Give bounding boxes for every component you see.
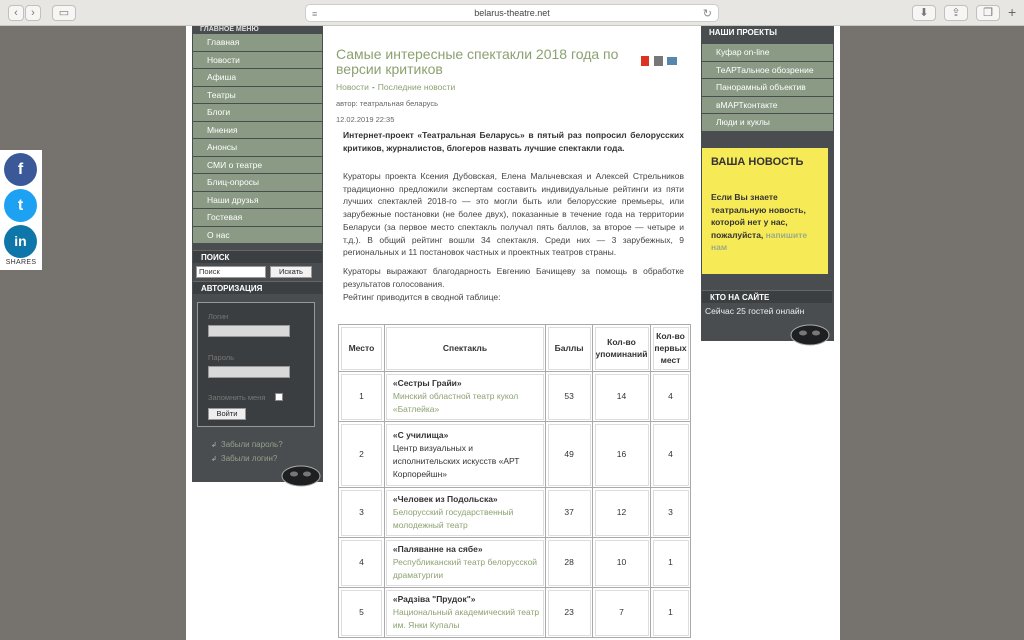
breadcrumb-separator: - bbox=[371, 82, 375, 92]
menu-item-news[interactable]: Новости bbox=[193, 52, 322, 69]
col-points: Баллы bbox=[546, 325, 593, 372]
cell-first: 4 bbox=[651, 372, 691, 422]
cell-first: 1 bbox=[651, 588, 691, 638]
search-button[interactable]: Искать bbox=[270, 266, 312, 278]
your-news-note bbox=[702, 148, 828, 274]
menu-item-afisha[interactable]: Афиша bbox=[193, 69, 322, 86]
cell-first: 3 bbox=[651, 488, 691, 538]
remember-checkbox[interactable] bbox=[275, 393, 283, 401]
cell-place: 1 bbox=[339, 372, 385, 422]
search-form bbox=[193, 264, 322, 280]
col-first-places: Кол-во первых мест bbox=[651, 325, 691, 372]
show-name: «Паляванне на сябе» bbox=[392, 544, 483, 554]
project-panorama[interactable]: Панорамный объектив bbox=[702, 79, 833, 96]
article-paragraph: Рейтинг приводится в сводной таблице: bbox=[343, 292, 501, 302]
theatre-name[interactable]: Минский областной театр кукол «Батлейка» bbox=[392, 391, 519, 414]
page bbox=[186, 26, 840, 640]
shares-label: SHARES bbox=[5, 259, 37, 266]
table-row bbox=[339, 372, 691, 422]
share-button[interactable]: ⇪ bbox=[944, 5, 968, 21]
menu-item-about[interactable]: О нас bbox=[193, 227, 322, 244]
twitter-icon[interactable]: t bbox=[4, 189, 37, 222]
your-news-heading: ВАША НОВОСТЬ bbox=[711, 156, 804, 168]
forward-button[interactable]: › bbox=[25, 5, 41, 21]
article-lead: Интернет-проект «Театральная Беларусь» в пятый раз попросил белорусских критиков, журналистов, блогеров назвать лучшие спектакли года. bbox=[343, 130, 684, 153]
cell-show bbox=[384, 488, 545, 538]
address-url: belarus-theatre.net bbox=[474, 8, 550, 18]
reload-icon[interactable]: ↻ bbox=[702, 8, 712, 20]
menu-item-theatres[interactable]: Театры bbox=[193, 87, 322, 104]
online-heading: КТО НА САЙТЕ bbox=[702, 290, 832, 303]
arrow-icon: ↲ bbox=[211, 456, 217, 463]
breadcrumb-latest[interactable]: Последние новости bbox=[377, 82, 456, 92]
cell-mentions: 16 bbox=[593, 422, 651, 488]
theatre-name[interactable]: Республиканский театр белорусской драматургии bbox=[392, 557, 538, 580]
cell-mentions: 7 bbox=[593, 588, 651, 638]
project-teartalnoe[interactable]: ТеАРТальное обозрение bbox=[702, 62, 833, 79]
breadcrumb bbox=[336, 82, 455, 92]
menu-item-polls[interactable]: Блиц-опросы bbox=[193, 174, 322, 191]
cell-place: 5 bbox=[339, 588, 385, 638]
forgot-login-text: Забыли логин? bbox=[220, 454, 278, 463]
show-name: «Сестры Грайи» bbox=[392, 378, 462, 388]
table-row bbox=[339, 488, 691, 538]
cell-mentions: 10 bbox=[593, 538, 651, 588]
cell-place: 4 bbox=[339, 538, 385, 588]
cell-points: 49 bbox=[546, 422, 593, 488]
browser-toolbar bbox=[0, 0, 1024, 26]
project-puppets[interactable]: Люди и куклы bbox=[702, 114, 833, 131]
login-label: Логин bbox=[208, 312, 229, 321]
your-news-body: Если Вы знаете театральную новость, которой нет у нас, пожалуйста, bbox=[711, 192, 806, 240]
main-menu-heading: ГЛАВНОЕ МЕНЮ bbox=[200, 26, 259, 33]
share-bar bbox=[0, 150, 42, 270]
theatre-name[interactable]: Белорусский государственный молодежный театр bbox=[392, 507, 514, 530]
cell-show bbox=[384, 538, 545, 588]
address-bar[interactable] bbox=[305, 4, 719, 22]
cell-show bbox=[384, 422, 545, 488]
online-count: Сейчас 25 гостей онлайн bbox=[705, 306, 805, 316]
cell-place: 2 bbox=[339, 422, 385, 488]
password-input[interactable] bbox=[208, 366, 290, 378]
forgot-password-text: Забыли пароль? bbox=[220, 440, 283, 449]
table-header-row bbox=[339, 325, 691, 372]
cell-first: 1 bbox=[651, 538, 691, 588]
login-form bbox=[197, 302, 315, 427]
email-icon[interactable] bbox=[667, 57, 677, 65]
remember-label: Запомнить меня bbox=[208, 393, 266, 402]
show-name: «Радзiва "Прудок"» bbox=[392, 594, 476, 604]
menu-item-guestbook[interactable]: Гостевая bbox=[193, 209, 322, 226]
theatre-mask-icon bbox=[789, 321, 831, 347]
facebook-icon[interactable]: f bbox=[4, 153, 37, 186]
cell-mentions: 14 bbox=[593, 372, 651, 422]
theatre-mask-icon bbox=[280, 462, 322, 488]
projects-heading: НАШИ ПРОЕКТЫ bbox=[709, 28, 777, 37]
login-button[interactable]: Войти bbox=[208, 408, 246, 420]
cell-mentions: 12 bbox=[593, 488, 651, 538]
reader-icon[interactable]: ≡ bbox=[312, 9, 318, 19]
article-paragraph: Кураторы проекта Ксения Дубовская, Елена Мальчевская и Алексей Стрельников традиционно предложили экспертам составить индивидуальные рейтинги из пяти лучших спектаклей 2018-го — это могли быть или белорусские премьеры, или зарубежные постановки (не более двух), показанные в течение года на территории Беларуси (за первое место спектакль получал пять баллов, за второе — четыре и т.д.). В общий рейтинг вошли 34 спектакля. Среди них — 3 зарубежных, 9 региональных и 11 постановок частных и проектных театров страны. bbox=[343, 171, 684, 258]
project-vmartkontakte[interactable]: вМАРТконтакте bbox=[702, 97, 833, 114]
col-mentions: Кол-во упоминаний bbox=[593, 325, 651, 372]
table-row bbox=[339, 422, 691, 488]
cell-show bbox=[384, 372, 545, 422]
linkedin-icon[interactable]: in bbox=[4, 225, 37, 258]
arrow-icon: ↲ bbox=[211, 442, 217, 449]
menu-item-home[interactable]: Главная bbox=[193, 34, 322, 51]
breadcrumb-news[interactable]: Новости bbox=[336, 82, 369, 92]
forgot-login-link[interactable] bbox=[211, 454, 277, 463]
print-icon[interactable] bbox=[654, 56, 663, 66]
menu-item-opinions[interactable]: Мнения bbox=[193, 122, 322, 139]
table-row bbox=[339, 588, 691, 638]
article-title[interactable]: Самые интересные спектакли 2018 года по версии критиков bbox=[336, 46, 619, 77]
cell-points: 53 bbox=[546, 372, 593, 422]
write-us-link[interactable]: напишите нам bbox=[711, 229, 808, 252]
col-place: Место bbox=[339, 325, 385, 372]
cell-points: 37 bbox=[546, 488, 593, 538]
theatre-name[interactable]: Национальный академический театр им. Янки Купалы bbox=[392, 607, 540, 630]
col-show: Спектакль bbox=[384, 325, 545, 372]
rating-table bbox=[338, 324, 691, 638]
cell-show bbox=[384, 588, 545, 638]
show-name: «С училища» bbox=[392, 429, 449, 440]
back-button[interactable]: ‹ bbox=[8, 5, 24, 21]
cell-place: 3 bbox=[339, 488, 385, 538]
search-heading: ПОИСК bbox=[193, 250, 322, 263]
menu-item-friends[interactable]: Наши друзья bbox=[193, 192, 322, 209]
your-news-text bbox=[711, 191, 823, 254]
cell-first: 4 bbox=[651, 422, 691, 488]
sidebar-toggle-button[interactable]: ▭ bbox=[52, 5, 76, 21]
forgot-password-link[interactable] bbox=[211, 440, 283, 449]
article-date: 12.02.2019 22:35 bbox=[336, 115, 395, 124]
new-tab-button[interactable]: + bbox=[1008, 4, 1017, 20]
cell-points: 28 bbox=[546, 538, 593, 588]
right-sidebar bbox=[701, 26, 834, 341]
login-input[interactable] bbox=[208, 325, 290, 337]
cell-points: 23 bbox=[546, 588, 593, 638]
show-name: «Человек из Подольска» bbox=[392, 494, 498, 504]
password-label: Пароль bbox=[208, 353, 235, 362]
pdf-icon[interactable] bbox=[641, 56, 649, 66]
downloads-button[interactable]: ⬇ bbox=[912, 5, 936, 21]
search-input[interactable]: Поиск bbox=[196, 266, 266, 278]
project-kufar[interactable]: Куфар on-line bbox=[702, 44, 833, 61]
theatre-name: Центр визуальных и исполнительских искусств «АРТ Корпорейшн» bbox=[392, 442, 520, 479]
table-row bbox=[339, 538, 691, 588]
menu-item-blogs[interactable]: Блоги bbox=[193, 104, 322, 121]
menu-item-announcements[interactable]: Анонсы bbox=[193, 139, 322, 156]
article-author: автор: театральная беларусь bbox=[336, 99, 438, 108]
left-sidebar bbox=[192, 26, 323, 482]
article-paragraph: Кураторы выражают благодарность Евгению Бачищеву за помощь в обработке результатов голосования. bbox=[343, 266, 684, 289]
tabs-button[interactable]: ❐ bbox=[976, 5, 1000, 21]
menu-item-media[interactable]: СМИ о театре bbox=[193, 157, 322, 174]
auth-heading: АВТОРИЗАЦИЯ bbox=[193, 281, 322, 294]
